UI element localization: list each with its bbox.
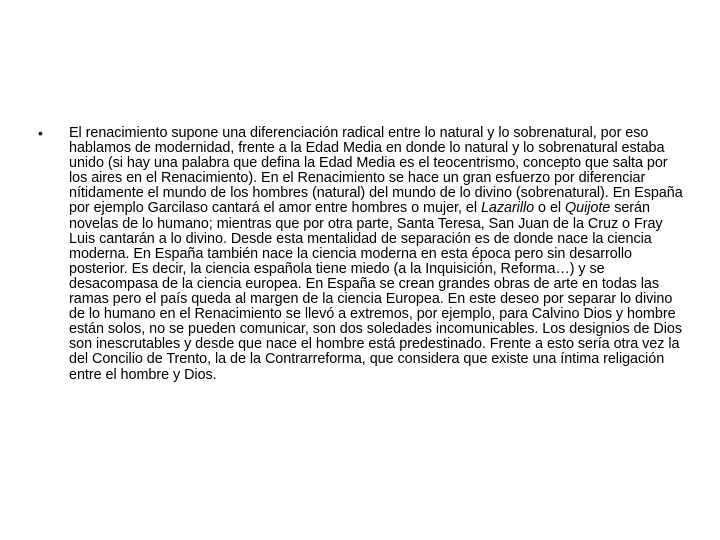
italic-title-quijote: Quijote	[565, 200, 611, 217]
bullet-item	[38, 126, 683, 383]
italic-title-lazarillo: Lazarillo	[480, 200, 535, 217]
paragraph-text-part-2: o el	[534, 200, 565, 217]
bullet-paragraph	[69, 126, 683, 383]
bullet-point-icon: •	[38, 125, 43, 141]
paragraph-text-part-1: El renacimiento supone una diferenciación radical entre lo natural y lo sobrenatural, por eso hablamos de modernidad, frente a la Edad Media en donde lo natural y lo sobrenatural estaba unido (si hay una palabra que defina la Edad Media es el teocentrismo, concepto que salta por los aires en el Renacimiento). En el Renacimiento se hace un gran esfuerzo por diferenciar nítidamente el mundo de los hombres (natural) del mundo de lo divino (sobrenatural). En España por ejemplo Garcilaso cantará el amor entre hombres o mujer, el	[69, 125, 683, 217]
paragraph-text-part-3: serán novelas de lo humano; mientras que por otra parte, Santa Teresa, San Juan de la Cruz o Fray Luis cantarán a lo divino. Desde esta mentalidad de separación es de donde nace la ciencia moderna. En España también nace la ciencia moderna en esta época pero sin desarrollo posterior. Es decir, la ciencia española tiene miedo (a la Inquisición, Reforma…) y se desacompasa de la ciencia europea. En España se crean grandes obras de arte en todas las ramas pero el país queda al margen de la ciencia Europea. En este deseo por separar lo divino de lo humano en el Renacimiento se llevó a extremos, por ejemplo, para Calvino Dios y hombre están solos, no se pueden comunicar, son dos soledades incomunicables. Los designios de Dios son inescrutables y desde que nace el hombre está predestinado. Frente a esto sería otra vez la del Concilio de Trento, la de la Contrarreforma, que considera que existe una íntima religación entre el hombre y Dios.	[69, 200, 682, 383]
